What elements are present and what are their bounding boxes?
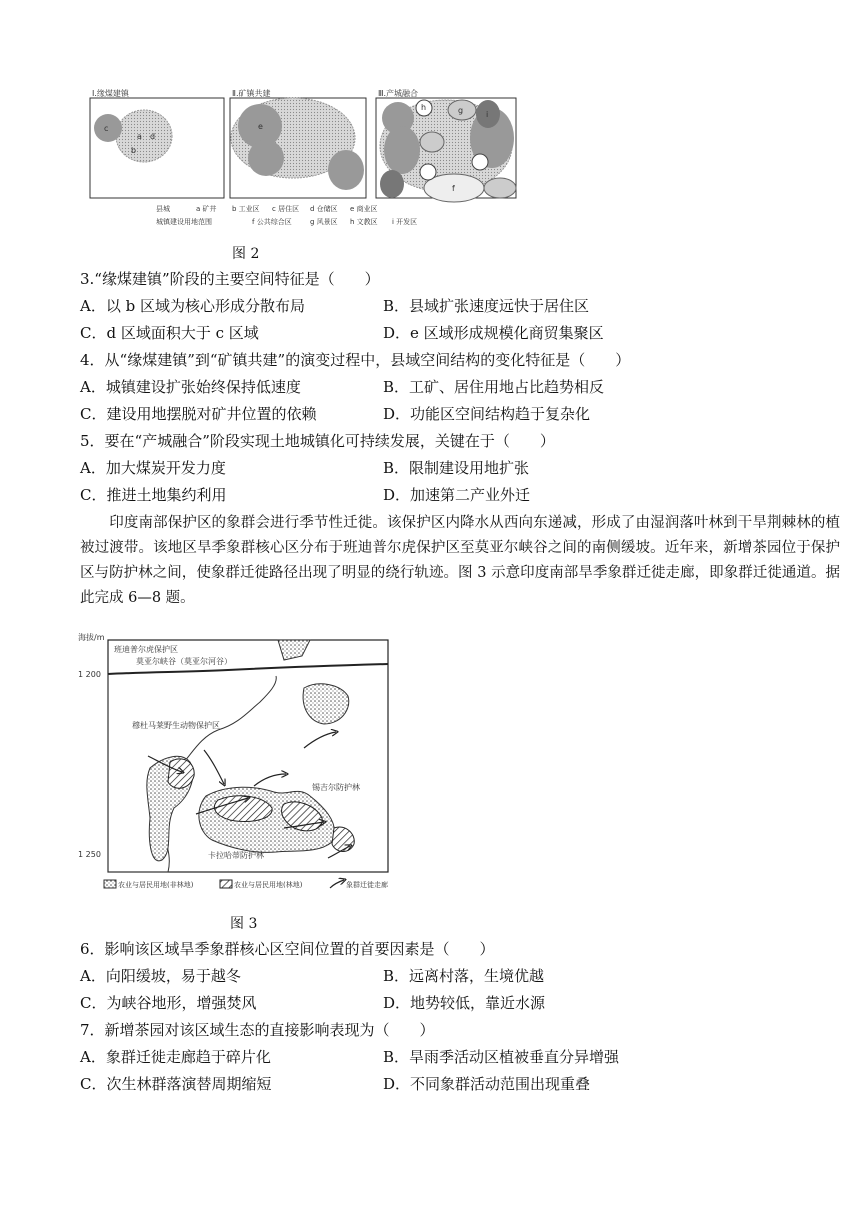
panel-3-title: Ⅲ.产城融合 [378,89,419,98]
figure-2-caption: 图 2 [232,246,260,262]
legend-county: 县城 [156,205,170,213]
label-c: c [104,124,109,133]
panel-2-title: Ⅱ.矿镇共建 [232,89,271,98]
label-f: f [452,184,455,193]
legend-f: f 公共综合区 [252,218,292,226]
legend-e: e 商业区 [350,205,378,213]
question-6-stem: 6．影响该区域旱季象群核心区空间位置的首要因素是（ ） [80,940,495,958]
question-4-option-a: A．城镇建设扩张始终保持低速度 [80,378,301,396]
label-g: g [458,106,464,115]
label-i: i [486,110,489,119]
label-moyar-gorge: 莫亚尔峡谷（莫亚尔河谷） [136,657,232,666]
question-5-option-a: A．加大煤炭开发力度 [80,459,226,477]
figure-3 [78,628,396,896]
question-4-stem: 4．从“缘煤建镇”到“矿镇共建”的演变过程中，县域空间结构的变化特征是（ ） [80,351,631,369]
elevation-axis-title: 海拔/m [78,633,105,642]
question-7-option-c: C．次生林群落演替周期缩短 [80,1075,272,1093]
question-7-option-b: B．旱雨季活动区植被垂直分异增强 [383,1048,620,1066]
tick-1200: 1 200 [78,670,101,679]
question-5-option-b: B．限制建设用地扩张 [383,459,530,477]
legend-d: d 仓储区 [310,205,338,213]
legend-non-forest: 农业与居民用地(非林地) [118,881,194,889]
label-sigur-forest: 锡吉尔防护林 [312,783,360,792]
question-6-option-a: A．向阳缓坡，易于越冬 [80,967,241,985]
question-7-stem: 7．新增茶园对该区域生态的直接影响表现为（ ） [80,1021,435,1039]
question-5-option-d: D．加速第二产业外迁 [383,486,531,504]
question-5-option-c: C．推进土地集约利用 [80,486,227,504]
legend-h: h 文教区 [350,218,378,226]
label-kalhatti-forest: 卡拉哈蒂防护林 [208,851,264,860]
legend-g: g 风景区 [310,218,338,226]
label-mudumalai: 穆杜马莱野生动物保护区 [132,721,220,730]
legend-i: i 开发区 [392,218,418,226]
question-4-option-c: C．建设用地摆脱对矿井位置的依赖 [80,405,317,423]
legend-a: a 矿井 [196,205,217,213]
tick-1250: 1 250 [78,850,101,859]
label-h: h [421,103,427,112]
question-7-option-d: D．不同象群活动范围出现重叠 [383,1075,591,1093]
label-b: b [131,146,137,155]
figure-2 [88,84,528,232]
question-4-option-b: B．工矿、居住用地占比趋势相反 [383,378,605,396]
label-a: a [137,132,142,141]
question-6-option-c: C．为峡谷地形，增强焚风 [80,994,257,1012]
question-3-option-b: B．县域扩张速度远快于居住区 [383,297,590,315]
legend-b: b 工业区 [232,205,260,213]
question-3-option-d: D．e 区域形成规模化商贸集聚区 [383,324,604,342]
legend-corridor: 象群迁徙走廊 [346,881,388,889]
question-6-option-b: B．远离村落，生境优越 [383,967,545,985]
panel-1-title: Ⅰ.缘煤建镇 [92,89,129,98]
question-3-option-c: C．d 区域面积大于 c 区域 [80,324,259,342]
label-d: d [150,132,156,141]
passage-paragraph: 印度南部保护区的象群会进行季节性迁徙。该保护区内降水从西向东递减，形成了由湿润落叶林到干旱荆棘林的植被过渡带。该地区旱季象群核心区分布于班迪普尔虎保护区至莫亚尔峡谷之间的南侧缓坡。近年来，新增茶园位于保护区与防护林之间，使象群迁徙路径出现了明显的绕行轨迹。图 3 示意印度南部旱季象群迁徙走廊，即象群迁徙通道。据此完成 6—8 题。 [80,515,840,606]
legend-c: c 居住区 [272,205,300,213]
label-e: e [258,122,263,131]
question-6-option-d: D．地势较低，靠近水源 [383,994,546,1012]
question-3-option-a: A．以 b 区域为核心形成分散布局 [80,297,305,315]
label-bandipur: 班迪普尔虎保护区 [114,645,178,654]
question-7-option-a: A．象群迁徙走廊趋于碎片化 [80,1048,271,1066]
figure-3-caption: 图 3 [230,916,258,932]
legend-forest: 农业与居民用地(林地) [234,881,303,889]
question-5-stem: 5．要在“产城融合”阶段实现土地城镇化可持续发展，关键在于（ ） [80,432,555,450]
question-3-stem: 3.“缘煤建镇”阶段的主要空间特征是（ ） [80,270,380,288]
legend-range: 城镇建设用地范围 [156,218,212,226]
question-4-option-d: D．功能区空间结构趋于复杂化 [383,405,591,423]
